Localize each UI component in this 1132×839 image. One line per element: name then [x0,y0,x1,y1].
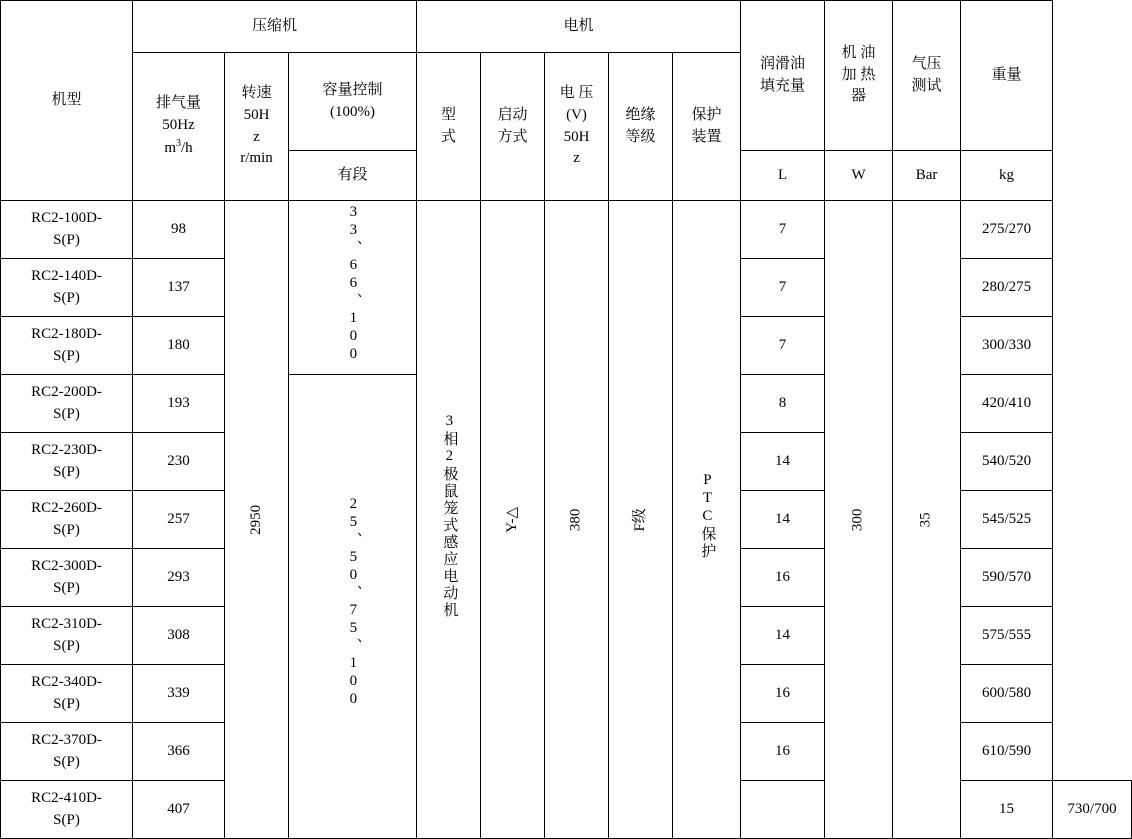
cell-flow: 180 [133,317,225,375]
header-flow-unit: $m^3/h$ [164,137,193,156]
cell-weight: 540/520 [961,433,1053,491]
cell-weight: 300/330 [961,317,1053,375]
cell-weight: 590/570 [961,549,1053,607]
table-group-header-row [1,1,1132,53]
header-oil-fill: 润滑油 填充量 [741,1,825,151]
cell-model: RC2-140D- S(P) [1,259,133,317]
cell-flow: 98 [133,201,225,259]
cell-flow: 366 [133,723,225,781]
cell-flow: 293 [133,549,225,607]
header-capacity-control: 容量控制 (100%) [289,53,417,151]
header-protection: 保护 装置 [673,53,741,201]
header-group-motor: 电机 [417,1,741,53]
cell-weight: 545/525 [961,491,1053,549]
cell-oil-fill: 14 [741,491,825,549]
cell-model: RC2-200D- S(P) [1,375,133,433]
header-capacity-sub: 有段 [289,151,417,201]
cell-oil-fill: 16 [741,549,825,607]
cell-flow: 193 [133,375,225,433]
cell-weight: 420/410 [961,375,1053,433]
cell-flow: 308 [133,607,225,665]
header-insulation: 绝缘 等级 [609,53,673,201]
cell-weight: 575/555 [961,607,1053,665]
cell-flow: 137 [133,259,225,317]
unit-weight: kg [961,151,1053,201]
cell-flow: 407 [133,781,225,839]
cell-oil-fill: 16 [741,665,825,723]
cell-weight: 610/590 [961,723,1053,781]
header-start-mode: 启动 方式 [481,53,545,201]
cell-model: RC2-180D- S(P) [1,317,133,375]
table-row [1,201,1132,259]
cell-model: RC2-340D- S(P) [1,665,133,723]
header-speed: 转速 50H z r/min [225,53,289,201]
header-weight: 重量 [961,1,1053,151]
header-model: 机型 [1,1,133,201]
cell-weight: 275/270 [961,201,1053,259]
cell-start-mode-merged: Y-△ [481,201,545,839]
cell-capacity-group-1: 33、66、100 [289,201,417,375]
cell-oil-fill: 15 [961,781,1053,839]
cell-model: RC2-310D- S(P) [1,607,133,665]
cell-flow: 257 [133,491,225,549]
header-voltage: 电 压 (V) 50H z [545,53,609,201]
cell-weight: 730/700 [1053,781,1132,839]
cell-oil-fill: 16 [741,723,825,781]
cell-flow: 339 [133,665,225,723]
cell-oil-fill: 7 [741,317,825,375]
header-flow: 排气量 50Hz $m^3/h$ [133,53,225,201]
cell-weight: 600/580 [961,665,1053,723]
cell-capacity-group-2: 25、50、75、100 [289,375,417,839]
cell-protection-merged: PTC保护 [673,201,741,839]
cell-model: RC2-410D- S(P) [1,781,133,839]
cell-model: RC2-260D- S(P) [1,491,133,549]
cell-oil-fill: 14 [741,607,825,665]
header-pressure-test: 气压 测试 [893,1,961,151]
unit-oil-fill: L [741,151,825,201]
header-group-compressor: 压缩机 [133,1,417,53]
header-oil-heater: 机 油 加 热 器 [825,1,893,151]
cell-motor-type-merged: 3相2极鼠笼式感应电动机 [417,201,481,839]
cell-voltage-merged: 380 [545,201,609,839]
cell-model: RC2-300D- S(P) [1,549,133,607]
cell-oil-fill: 14 [741,433,825,491]
cell-weight: 280/275 [961,259,1053,317]
cell-oil-fill: 7 [741,201,825,259]
cell-model: RC2-370D- S(P) [1,723,133,781]
unit-oil-heater: W [825,151,893,201]
header-motor-type: 型 式 [417,53,481,201]
cell-capacity-last [741,781,825,839]
cell-model: RC2-230D- S(P) [1,433,133,491]
cell-speed-merged: 2950 [225,201,289,839]
cell-oil-fill: 7 [741,259,825,317]
cell-flow: 230 [133,433,225,491]
unit-pressure-test: Bar [893,151,961,201]
cell-pressure-test-merged: 35 [893,201,961,839]
cell-oil-fill: 8 [741,375,825,433]
cell-insulation-merged: F级 [609,201,673,839]
cell-model: RC2-100D- S(P) [1,201,133,259]
cell-oil-heater-merged: 300 [825,201,893,839]
